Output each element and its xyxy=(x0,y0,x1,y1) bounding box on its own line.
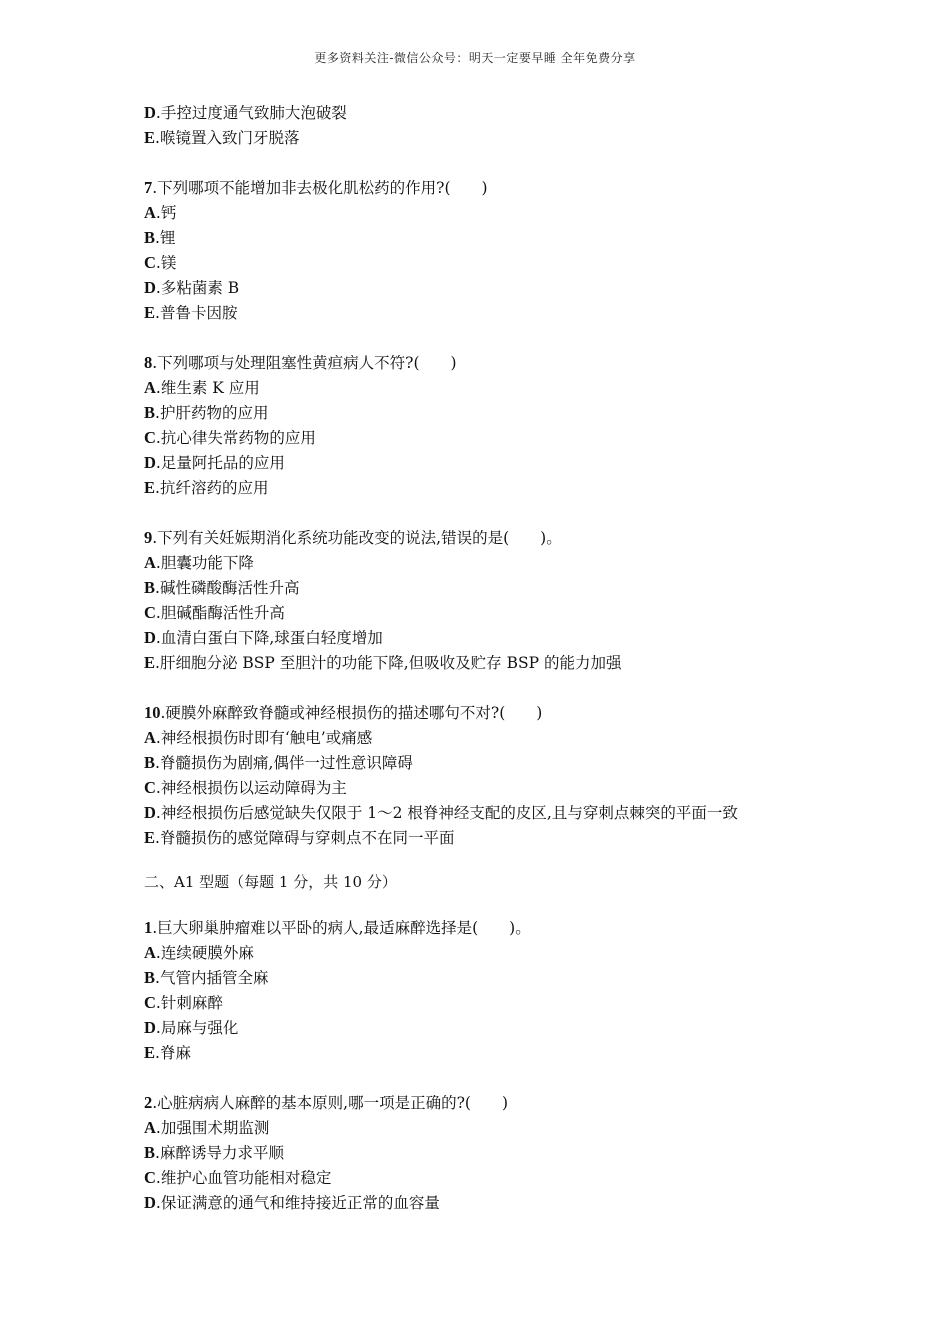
a1-question-2-option-d xyxy=(144,1190,904,1215)
a1-question-2-option-c xyxy=(144,1165,904,1190)
option-text: .脊麻 xyxy=(155,1044,191,1062)
option-text: .血清白蛋白下降,球蛋白轻度增加 xyxy=(155,629,383,647)
option-text: .维生素 K 应用 xyxy=(155,379,260,397)
option-text: .足量阿托品的应用 xyxy=(155,454,285,472)
option-text: .神经根损伤后感觉缺失仅限于 1～2 根脊神经支配的皮区,且与穿刺点棘突的平面一致 xyxy=(155,804,738,822)
question-7-option-d xyxy=(144,275,904,300)
a1-question-1-option-c xyxy=(144,990,904,1015)
question-text: .硬膜外麻醉致脊髓或神经根损伤的描述哪句不对?( ) xyxy=(160,704,543,722)
option-letter: D xyxy=(144,453,156,472)
option-text: .胆碱酯酶活性升高 xyxy=(155,604,285,622)
question-9-option-c xyxy=(144,600,904,625)
question-10-option-b xyxy=(144,750,904,775)
question-number: 1 xyxy=(144,918,153,937)
option-text: .镁 xyxy=(155,254,177,272)
a1-question-1-stem xyxy=(144,915,904,940)
option-text: .多粘菌素 B xyxy=(155,279,240,297)
option-text: .锂 xyxy=(155,229,176,247)
question-8-stem xyxy=(144,350,904,375)
option-letter: B xyxy=(144,578,156,597)
question-number: 2 xyxy=(144,1093,153,1112)
option-prev-e xyxy=(144,125,904,150)
option-text: .连续硬膜外麻 xyxy=(155,944,254,962)
option-text: .抗纤溶药的应用 xyxy=(155,479,269,497)
option-text: .普鲁卡因胺 xyxy=(155,304,238,322)
question-number: 10 xyxy=(144,703,161,722)
question-text: .下列哪项与处理阻塞性黄疸病人不符?( ) xyxy=(152,354,457,372)
option-letter: A xyxy=(144,1118,156,1137)
option-text: .钙 xyxy=(155,204,177,222)
option-text: .喉镜置入致门牙脱落 xyxy=(155,129,300,147)
option-letter: D xyxy=(144,1193,156,1212)
page-header: 更多资料关注-微信公众号：明天一定要早睡 全年免费分享 xyxy=(314,51,636,65)
question-9-option-e xyxy=(144,650,904,675)
question-10-option-a xyxy=(144,725,904,750)
option-letter: E xyxy=(144,303,156,322)
option-text: .护肝药物的应用 xyxy=(155,404,269,422)
option-text: .碱性磷酸酶活性升高 xyxy=(155,579,300,597)
question-8-option-c xyxy=(144,425,904,450)
option-letter: E xyxy=(144,478,156,497)
option-letter: E xyxy=(144,1043,156,1062)
option-letter: E xyxy=(144,653,156,672)
document-body xyxy=(144,100,904,1215)
question-10-option-e xyxy=(144,825,904,850)
option-text: .手控过度通气致肺大泡破裂 xyxy=(155,104,347,122)
option-text: .脊髓损伤为剧痛,偶伴一过性意识障碍 xyxy=(155,754,413,772)
option-letter: D xyxy=(144,628,156,647)
option-letter: C xyxy=(144,1168,156,1187)
option-letter: D xyxy=(144,278,156,297)
option-letter: E xyxy=(144,828,156,847)
option-text: .加强围术期监测 xyxy=(155,1119,270,1137)
option-letter: C xyxy=(144,778,156,797)
a1-question-1-option-d xyxy=(144,1015,904,1040)
option-letter: A xyxy=(144,553,156,572)
option-text: .胆囊功能下降 xyxy=(155,554,254,572)
option-prev-d xyxy=(144,100,904,125)
option-letter: B xyxy=(144,228,156,247)
question-number: 7 xyxy=(144,178,153,197)
option-letter: B xyxy=(144,968,156,987)
a1-question-2-option-a xyxy=(144,1115,904,1140)
question-8-option-d xyxy=(144,450,904,475)
question-7-option-c xyxy=(144,250,904,275)
option-text: .抗心律失常药物的应用 xyxy=(155,429,316,447)
option-text: .神经根损伤以运动障碍为主 xyxy=(155,779,347,797)
question-7-option-e xyxy=(144,300,904,325)
option-text: .神经根损伤时即有‘触电’或痛感 xyxy=(155,729,373,747)
option-text: .麻醉诱导力求平顺 xyxy=(155,1144,284,1162)
option-letter: B xyxy=(144,403,156,422)
question-number: 8 xyxy=(144,353,153,372)
option-text: .维护心血管功能相对稳定 xyxy=(155,1169,332,1187)
a1-question-2-option-b xyxy=(144,1140,904,1165)
question-7-option-b xyxy=(144,225,904,250)
option-text: .气管内插管全麻 xyxy=(155,969,269,987)
option-letter: A xyxy=(144,728,156,747)
question-text: .巨大卵巢肿瘤难以平卧的病人,最适麻醉选择是( )。 xyxy=(152,919,531,937)
option-letter: D xyxy=(144,1018,156,1037)
a1-question-1-option-b xyxy=(144,965,904,990)
question-7-stem xyxy=(144,175,904,200)
option-letter: E xyxy=(144,128,156,147)
option-text: .保证满意的通气和维持接近正常的血容量 xyxy=(155,1194,440,1212)
option-text: .局麻与强化 xyxy=(155,1019,239,1037)
option-letter: A xyxy=(144,943,156,962)
option-letter: A xyxy=(144,203,156,222)
question-9-option-a xyxy=(144,550,904,575)
question-8-option-e xyxy=(144,475,904,500)
option-letter: C xyxy=(144,603,156,622)
option-text: .针刺麻醉 xyxy=(155,994,223,1012)
question-9-option-d xyxy=(144,625,904,650)
question-8-option-b xyxy=(144,400,904,425)
option-text: .肝细胞分泌 BSP 至胆汁的功能下降,但吸收及贮存 BSP 的能力加强 xyxy=(155,654,622,672)
section-title: 二、A1 型题（每题 1 分，共 10 分） xyxy=(144,873,397,891)
question-9-stem xyxy=(144,525,904,550)
question-10-option-c xyxy=(144,775,904,800)
option-letter: B xyxy=(144,1143,156,1162)
question-9-option-b xyxy=(144,575,904,600)
question-number: 9 xyxy=(144,528,153,547)
question-7-option-a xyxy=(144,200,904,225)
question-text: .心脏病病人麻醉的基本原则,哪一项是正确的?( ) xyxy=(152,1094,509,1112)
option-letter: C xyxy=(144,993,156,1012)
option-letter: C xyxy=(144,428,156,447)
option-text: .脊髓损伤的感觉障碍与穿刺点不在同一平面 xyxy=(155,829,455,847)
option-letter: A xyxy=(144,378,156,397)
option-letter: D xyxy=(144,803,156,822)
question-text: .下列有关妊娠期消化系统功能改变的说法,错误的是( )。 xyxy=(152,529,562,547)
question-8-option-a xyxy=(144,375,904,400)
a1-question-1-option-a xyxy=(144,940,904,965)
option-letter: D xyxy=(144,103,156,122)
question-10-option-d xyxy=(144,800,904,825)
a1-question-2-stem xyxy=(144,1090,904,1115)
question-10-stem xyxy=(144,700,904,725)
option-letter: B xyxy=(144,753,156,772)
a1-question-1-option-e xyxy=(144,1040,904,1065)
question-text: .下列哪项不能增加非去极化肌松药的作用?( ) xyxy=(152,179,488,197)
option-letter: C xyxy=(144,253,156,272)
